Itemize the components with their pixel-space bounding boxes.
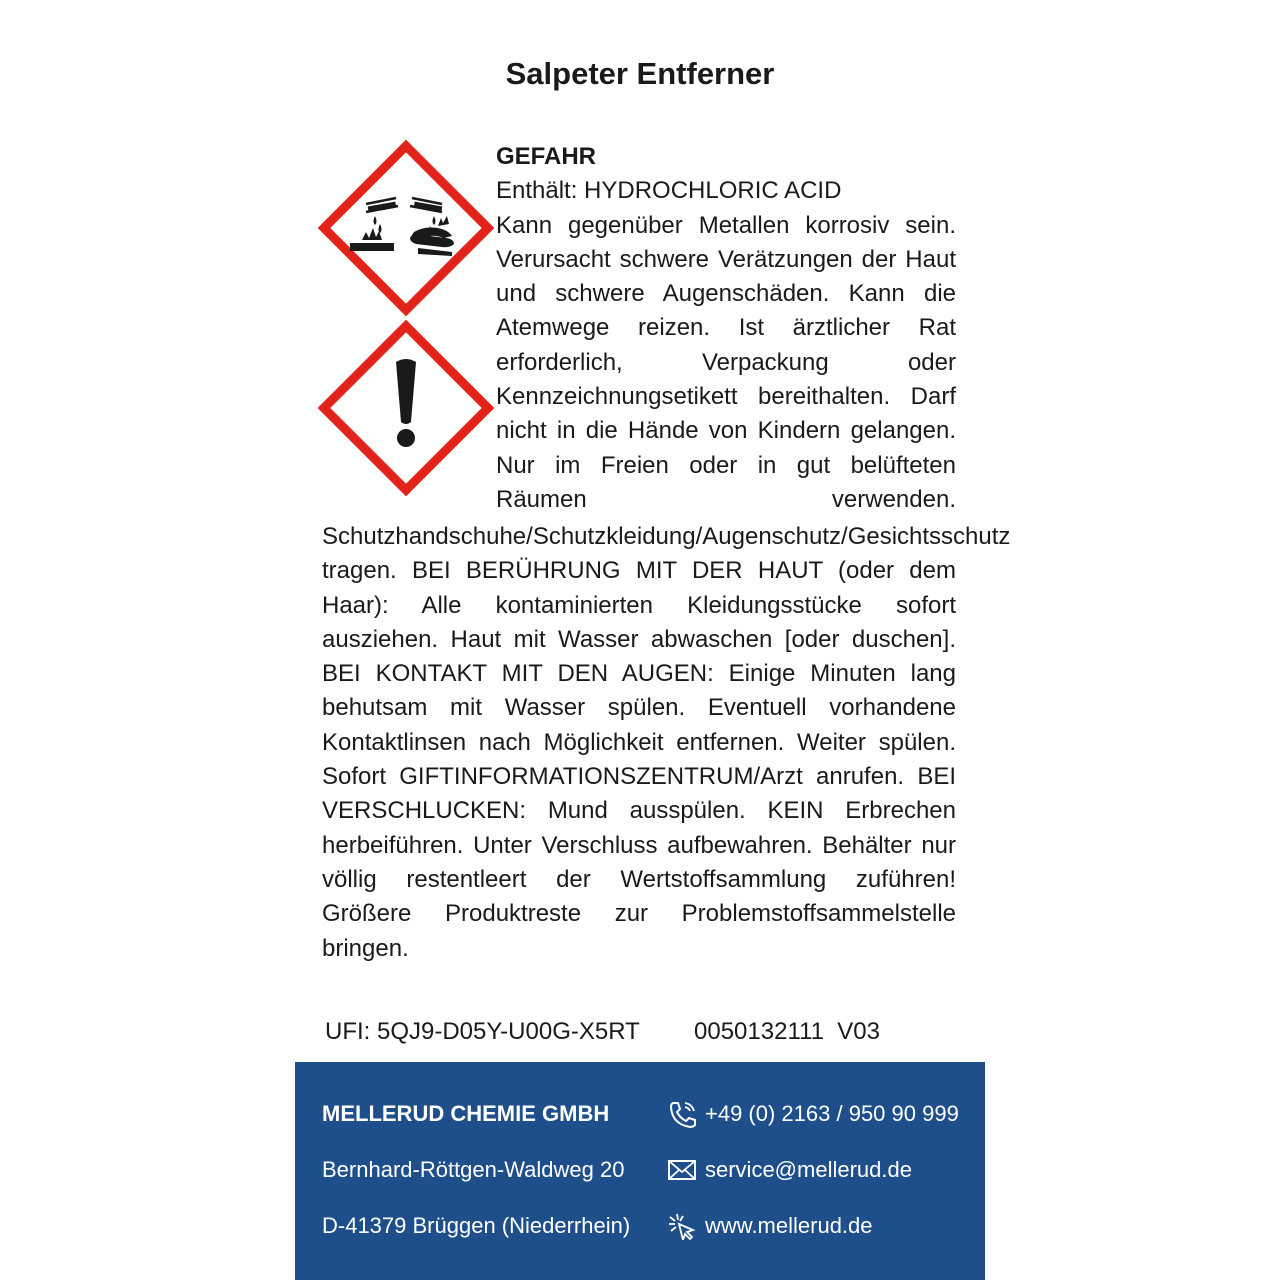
city-address: D-41379 Brüggen (Niederrhein) (322, 1213, 631, 1238)
manufacturer-contact (667, 1100, 959, 1268)
phone-row (667, 1100, 959, 1156)
exclamation-icon (318, 320, 494, 496)
product-title: Salpeter Entferner (505, 56, 775, 91)
email-link[interactable]: service@mellerud.de (705, 1157, 912, 1182)
manufacturer-footer (295, 1062, 985, 1280)
website-link[interactable]: www.mellerud.de (705, 1213, 873, 1238)
phone-icon (667, 1100, 697, 1128)
email-row (667, 1156, 959, 1212)
phone-number[interactable]: +49 (0) 2163 / 950 90 999 (705, 1101, 959, 1126)
website-row (667, 1212, 959, 1268)
identifier-row (325, 1018, 880, 1046)
envelope-icon (667, 1156, 697, 1184)
hazard-label (322, 140, 1011, 966)
hazard-precautionary-text: Kann gegenüber Metallen korrosiv sein. Verursacht schwere Verätzungen der Haut und schwere Augenschäden. Kann die Atemwege reizen. Ist ärztlicher Rat erforderlich, Verpackung oder Kennzeichnungsetikett bereithalten. Darf nicht in die Hände von Kindern gelangen. Nur im Freien oder in gut belüfteten Räumen verwenden. Schutzhandschuhe/Schutzkleidung/Augenschutz/Gesichtsschutz tragen. BEI BERÜHRUNG MIT DER HAUT (oder dem Haar): Alle kontaminierten Kleidungsstücke sofort ausziehen. Haut mit Wasser abwaschen [oder duschen]. BEI KONTAKT MIT DEN AUGEN: Einige Minuten lang behutsam mit Wasser spülen. Eventuell vorhandene Kontaktlinsen nach Möglichkeit entfernen. Weiter spülen. Sofort GIFTINFORMATIONSZENTRUM/Arzt anrufen. BEI VERSCHLUCKEN: Mund ausspülen. KEIN Erbrechen herbeiführen. Unter Verschluss aufbewahren. Behälter nur völlig restentleert der Wertstoffsammlung zuführen! Größere Produktreste zur Problemstoffsammelstelle bringen. (322, 211, 1011, 962)
company-name: MELLERUD CHEMIE GMBH (322, 1101, 610, 1126)
corrosion-icon (318, 140, 494, 316)
ghs-pictograms (318, 140, 494, 520)
article-code: 0050132111 V03 (694, 1018, 880, 1045)
signal-word: GEFAHR (496, 143, 597, 170)
contains-line: Enthält: HYDROCHLORIC ACID (496, 177, 842, 205)
ufi-code: UFI: 5QJ9-D05Y-U00G-X5RT (325, 1018, 640, 1045)
street-address: Bernhard-Röttgen-Waldweg 20 (322, 1157, 625, 1182)
manufacturer-address (322, 1100, 630, 1268)
cursor-click-icon (667, 1212, 697, 1240)
